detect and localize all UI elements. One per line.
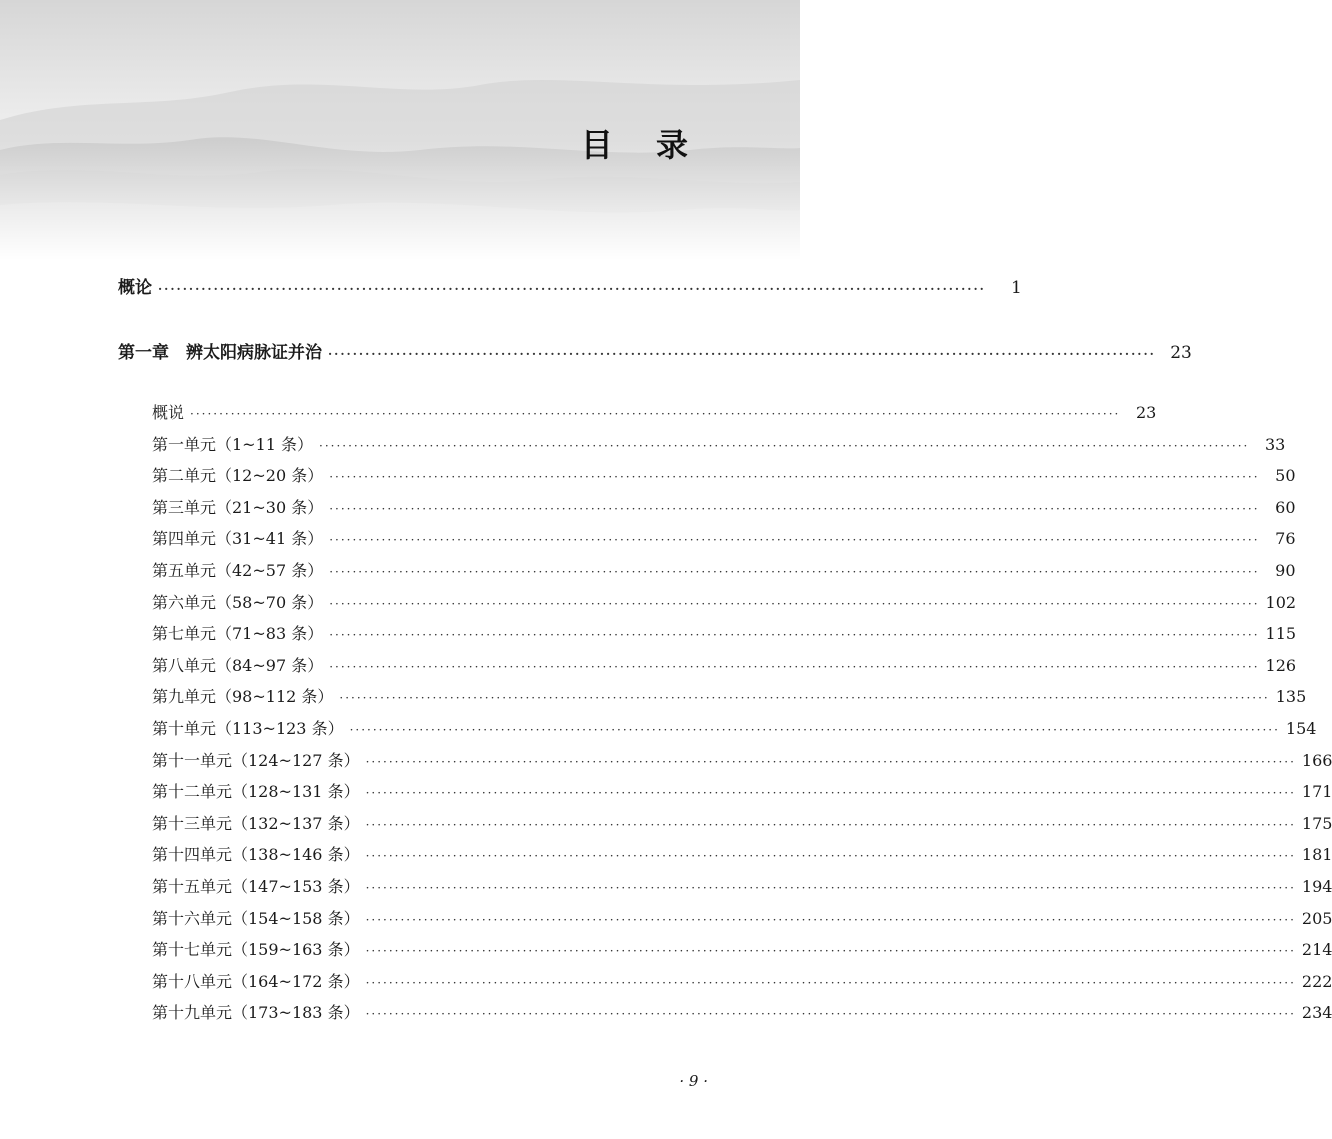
toc-page-number: 175 [1301,813,1332,833]
dot-leader: ································································································································································ [319,438,1250,453]
toc-label: 第十八单元（164~172 条） [152,971,360,991]
dot-leader: ································································································································································ [329,501,1260,516]
toc-page-number: 154 [1285,719,1317,738]
toc-page-number: 1 [1011,278,1022,298]
toc-entry[interactable] [152,495,1296,518]
toc-entry[interactable] [152,748,1332,771]
toc-entry[interactable] [152,621,1297,644]
toc-label: 概论 [118,278,152,298]
dot-leader: ······································································································································ [158,282,986,296]
toc-label: 第十六单元（154~158 条） [152,908,360,928]
toc-page-number: 76 [1275,529,1296,549]
dot-leader: ································································································································································ [329,628,1260,643]
toc-overview[interactable] [118,273,1022,298]
toc-label: 第十七单元（159~163 条） [152,940,360,960]
page-folio: · 9 · [679,1072,708,1090]
toc-page-number: 194 [1301,877,1332,896]
toc-chapter[interactable] [118,338,1192,363]
toc-page-number: 115 [1265,624,1297,644]
toc-page-number: 33 [1265,434,1286,454]
dot-leader: ······································································································································ [328,347,1156,361]
toc-label: 第一单元（1~11 条） [152,434,314,454]
toc-label: 第十五单元（147~153 条） [152,877,360,896]
toc-page-number: 181 [1301,845,1332,865]
dot-leader: ································································································································································ [365,786,1296,801]
toc-page-number: 102 [1265,592,1297,612]
toc-label: 第四单元（31~41 条） [152,529,324,549]
dot-leader: ································································································································································ [365,754,1296,769]
dot-leader: ································································································································································ [329,596,1260,611]
toc-label: 第二单元（12~20 条） [152,466,324,486]
toc-label: 第八单元（84~97 条） [152,655,324,675]
dot-leader: ································································································································································ [329,533,1260,548]
toc-page-number: 126 [1265,655,1297,675]
toc-page-number: 171 [1301,782,1332,802]
toc-entry[interactable] [152,400,1157,423]
toc-page-number: 222 [1301,971,1332,991]
toc-entry[interactable] [152,779,1332,802]
toc-label: 第五单元（42~57 条） [152,561,324,580]
toc-entry[interactable] [152,684,1307,707]
page-title: 目 录 [580,126,704,164]
toc-label: 第十九单元（173~183 条） [152,1003,360,1023]
toc-label: 第十单元（113~123 条） [152,719,344,738]
toc-entry[interactable] [152,558,1296,581]
toc-entry[interactable] [152,653,1297,676]
toc-page-number: 23 [1170,343,1192,363]
toc-entry[interactable] [152,842,1332,865]
toc-page-number: 90 [1275,561,1296,580]
toc-page-number: 214 [1301,940,1332,960]
toc-page-number: 50 [1275,466,1296,486]
toc-entry[interactable] [152,716,1317,739]
toc-page-number: 60 [1275,497,1296,517]
dot-leader: ································································································································································ [329,565,1260,579]
dot-leader: ································································································································································ [365,849,1296,864]
toc-entry[interactable] [152,432,1286,455]
dot-leader: ································································································································································ [365,1007,1296,1022]
toc-entry[interactable] [152,1000,1332,1023]
dot-leader: ································································································································································ [329,470,1260,485]
toc-page-number: 166 [1301,750,1332,770]
dot-leader: ································································································································································ [190,407,1121,421]
toc-entry[interactable] [152,874,1332,897]
toc-label: 第十四单元（138~146 条） [152,845,360,865]
dot-leader: ································································································································································ [365,881,1296,895]
toc-entry[interactable] [152,463,1296,486]
toc-label: 第一章 辨太阳病脉证并治 [118,343,322,363]
toc-page-number: 23 [1135,403,1157,422]
toc-entry[interactable] [152,526,1296,549]
toc-entry[interactable] [152,906,1332,929]
toc-entry[interactable] [152,969,1332,992]
toc-label: 第七单元（71~83 条） [152,624,324,644]
toc-page-number: 135 [1275,687,1307,707]
toc-label: 概说 [152,403,185,422]
dot-leader: ································································································································································ [365,912,1296,927]
dot-leader: ································································································································································ [365,944,1296,959]
dot-leader: ································································································································································ [349,723,1280,737]
toc-page-number: 234 [1301,1003,1332,1023]
toc-page-number: 205 [1301,908,1332,928]
toc-label: 第九单元（98~112 条） [152,687,334,707]
toc-label: 第六单元（58~70 条） [152,592,324,612]
dot-leader: ································································································································································ [365,817,1296,832]
dot-leader: ································································································································································ [339,691,1270,706]
toc-label: 第十二单元（128~131 条） [152,782,360,802]
toc-entry[interactable] [152,590,1297,613]
dot-leader: ································································································································································ [329,659,1260,674]
toc-entry[interactable] [152,937,1332,960]
toc-label: 第十三单元（132~137 条） [152,813,360,833]
toc-label: 第十一单元（124~127 条） [152,750,360,770]
toc-entry[interactable] [152,811,1332,834]
toc-label: 第三单元（21~30 条） [152,497,324,517]
dot-leader: ································································································································································ [365,975,1296,990]
